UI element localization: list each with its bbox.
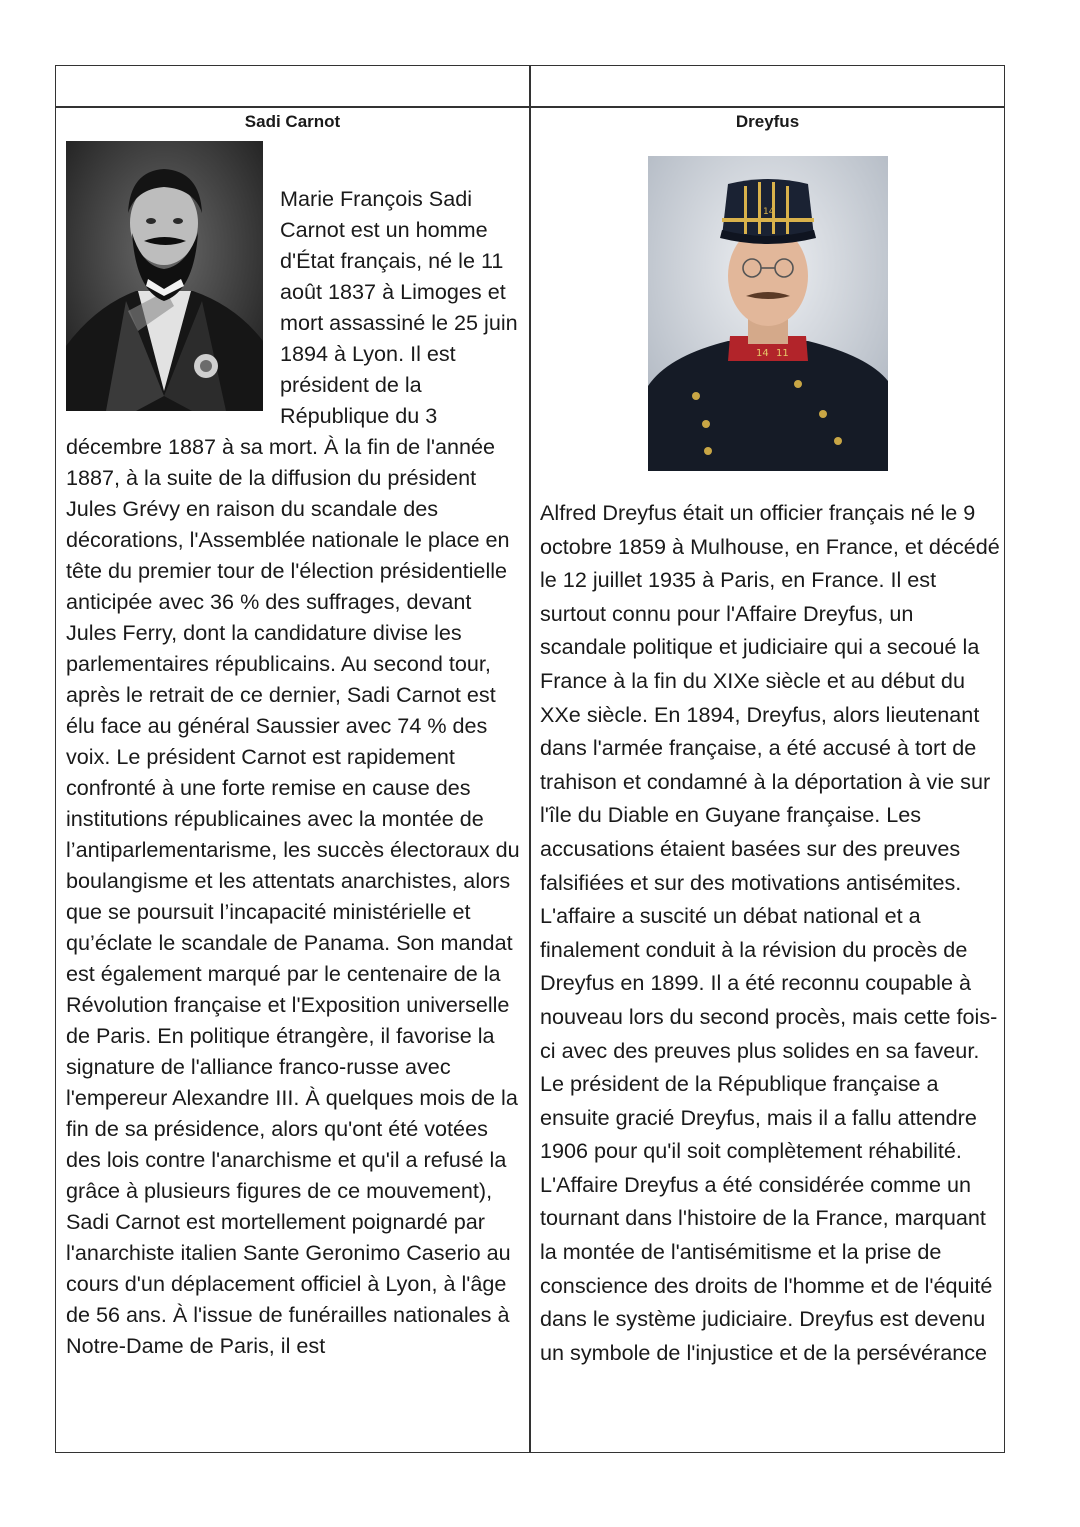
svg-text:14: 14 bbox=[763, 207, 775, 217]
dreyfus-title: Dreyfus bbox=[735, 112, 800, 131]
dreyfus-portrait bbox=[648, 156, 888, 471]
svg-text:14: 14 bbox=[756, 348, 769, 359]
column-divider bbox=[529, 66, 531, 1452]
carnot-text-intro: Marie François Sadi Carnot est un homme d'État français, né le 11 août 1837 à Limoges et mort assassiné le 25 juin 1894 à Lyon. Il est président de la République du 3 bbox=[280, 186, 518, 428]
svg-text:11: 11 bbox=[776, 348, 789, 359]
carnot-title: Sadi Carnot bbox=[244, 112, 341, 131]
dreyfus-text: Alfred Dreyfus était un officier français né le 9 octobre 1859 à Mulhouse, en France, et décédé le 12 juillet 1935 à Paris, en France. Il est surtout connu pour l'Affaire Dreyfus, un scandale politique et judiciaire qui a secoué la France à la fin du XIXe siècle et au début du XXe siècle. En 1894, Dreyfus, alors lieutenant dans l'armée française, a été accusé à tort de trahison et condamné à la déportation à vie sur l'île du Diable en Guyane française. Les accusations étaient basées sur des preuves falsifiées et sur des motivations antisémites. L'affaire a suscité un débat national et a finalement conduit à la révision du procès de Dreyfus en 1899. Il a été reconnu coupable à nouveau lors du second procès, mais cette fois-ci avec des preuves plus solides en sa faveur. Le président de la République française a ensuite gracié Dreyfus, mais il a fallu attendre 1906 pour qu'il soit complètement réhabilité. L'Affaire Dreyfus a été considérée comme un tournant dans l'histoire de la France, marquant la montée de l'antisémitisme et la prise de conscience des droits de l'homme et de l'équité dans le système judiciaire. Dreyfus est devenu un symbole de l'injustice et de la persévérance bbox=[540, 500, 1000, 1365]
comparison-table bbox=[55, 65, 1005, 1453]
carnot-portrait bbox=[66, 141, 263, 411]
carnot-text-main: décembre 1887 à sa mort. À la fin de l'année 1887, à la suite de la diffusion du président Jules Grévy en raison du scandale des décorations, l'Assemblée nationale le place en tête du premier tour de l'élection présidentielle anticipée avec 36 % des suffrages, devant Jules Ferry, dont la candidature divise les parlementaires républicains. Au second tour, après le retrait de ce dernier, Sadi Carnot est élu face au général Saussier avec 74 % des voix. Le président Carnot est rapidement confronté à une forte remise en cause des institutions républicaines avec la montée de l’antiparlementarisme, les succès électoraux du boulangisme et les attentats anarchistes, alors que se poursuit l’incapacité ministérielle et qu’éclate le scandale de Panama. Son mandat est également marqué par le centenaire de la Révolution française et l'Exposition universelle de Paris. En politique étrangère, il favorise la signature de l'alliance franco-russe avec l'empereur Alexandre III. À quelques mois de la fin de sa présidence, alors qu'ont été votées des lois contre l'anarchisme et qu'il a refusé la grâce à plusieurs figures de ce mouvement), Sadi Carnot est mortellement poignardé par l'anarchiste italien Sante Geronimo Caserio au cours d'un déplacement officiel à Lyon, à l'âge de 56 ans. À l'issue de funérailles nationales à Notre-Dame de Paris, il est bbox=[66, 434, 520, 1358]
